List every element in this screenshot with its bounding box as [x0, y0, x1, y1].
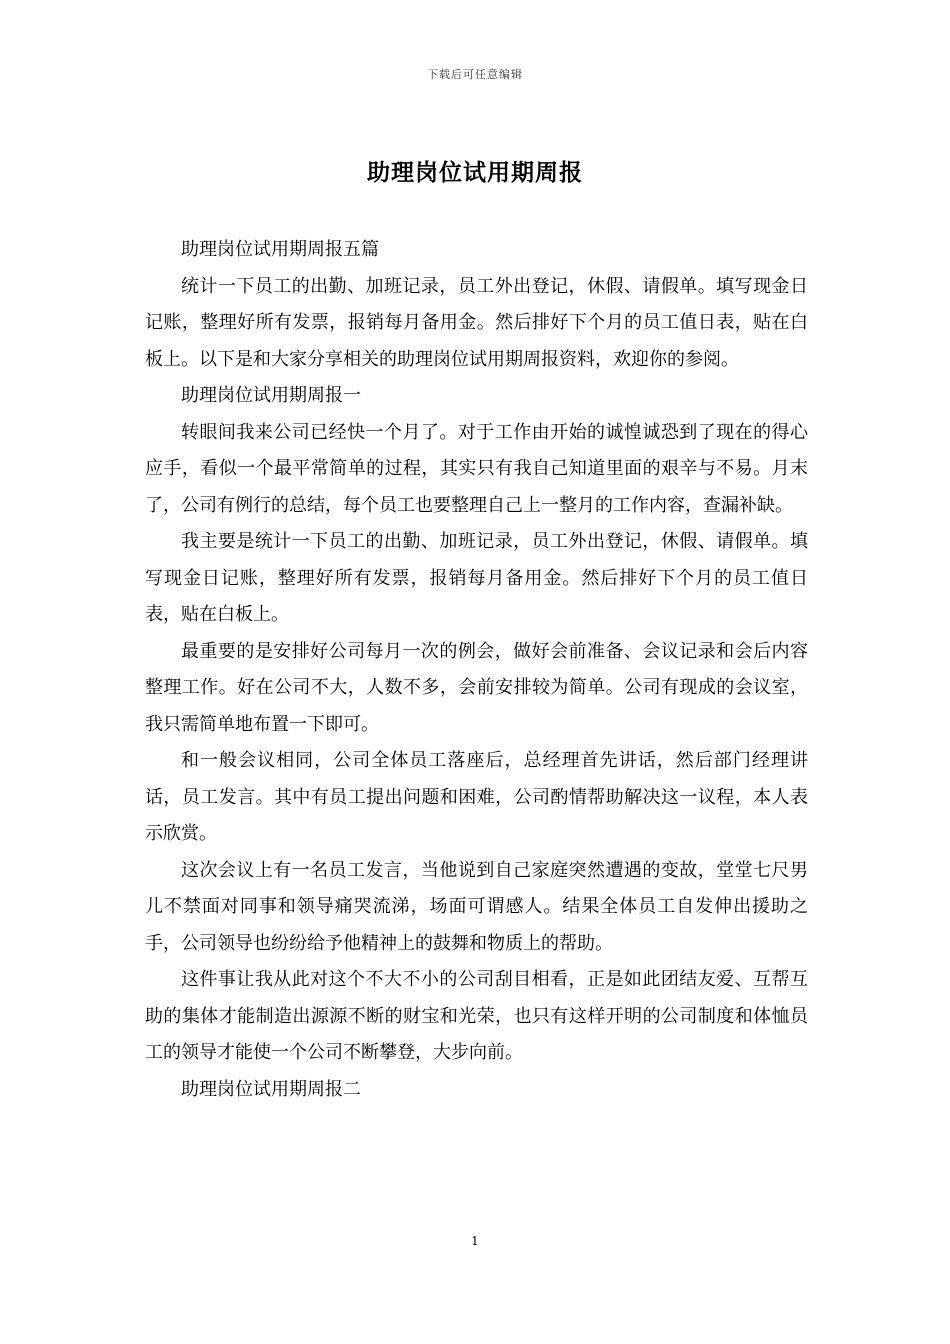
page-number: 1	[471, 1234, 479, 1248]
body-paragraph: 这次会议上有一名员工发言，当他说到自己家庭突然遭遇的变故，堂堂七尺男儿不禁面对同事和领导痛哭流涕，场面可谓感人。结果全体员工自发伸出援助之手，公司领导也纷纷给予他精神上的鼓舞和物质上的帮助。	[145, 859, 808, 954]
document-body	[145, 232, 808, 1108]
body-paragraph: 转眼间我来公司已经快一个月了。对于工作由开始的诚惶诚恐到了现在的得心应手，看似一个最平常简单的过程，其实只有我自己知道里面的艰辛与不易。月末了，公司有例行的总结，每个员工也要整理自己上一整月的工作内容，查漏补缺。	[145, 421, 808, 516]
section-heading: 助理岗位试用期周报二	[181, 1078, 361, 1100]
page-header-note: 下载后可任意编辑	[427, 68, 523, 81]
body-paragraph: 统计一下员工的出勤、加班记录，员工外出登记，休假、请假单。填写现金日记账，整理好所有发票，报销每月备用金。然后排好下个月的员工值日表，贴在白板上。以下是和大家分享相关的助理岗位试用期周报资料，欢迎你的参阅。	[145, 275, 808, 370]
section-heading: 助理岗位试用期周报五篇	[181, 239, 379, 260]
body-paragraph: 和一般会议相同，公司全体员工落座后，总经理首先讲话，然后部门经理讲话，员工发言。其中有员工提出问题和困难，公司酌情帮助解决这一议程，本人表示欣赏。	[145, 750, 808, 844]
section-heading: 助理岗位试用期周报一	[181, 385, 361, 406]
body-paragraph: 最重要的是安排好公司每月一次的例会，做好会前准备、会议记录和会后内容整理工作。好在公司不大，人数不多，会前安排较为简单。公司有现成的会议室，我只需简单地布置一下即可。	[145, 640, 808, 735]
body-paragraph: 这件事让我从此对这个不大不小的公司刮目相看，正是如此团结友爱、互帮互助的集体才能制造出源源不断的财宝和光荣，也只有这样开明的公司制度和体恤员工的领导才能使一个公司不断攀登，大步向前。	[145, 969, 808, 1063]
body-paragraph: 我主要是统计一下员工的出勤、加班记录，员工外出登记，休假、请假单。填写现金日记账，整理好所有发票，报销每月备用金。然后排好下个月的员工值日表，贴在白板上。	[145, 531, 808, 625]
document-title: 助理岗位试用期周报	[367, 159, 583, 186]
